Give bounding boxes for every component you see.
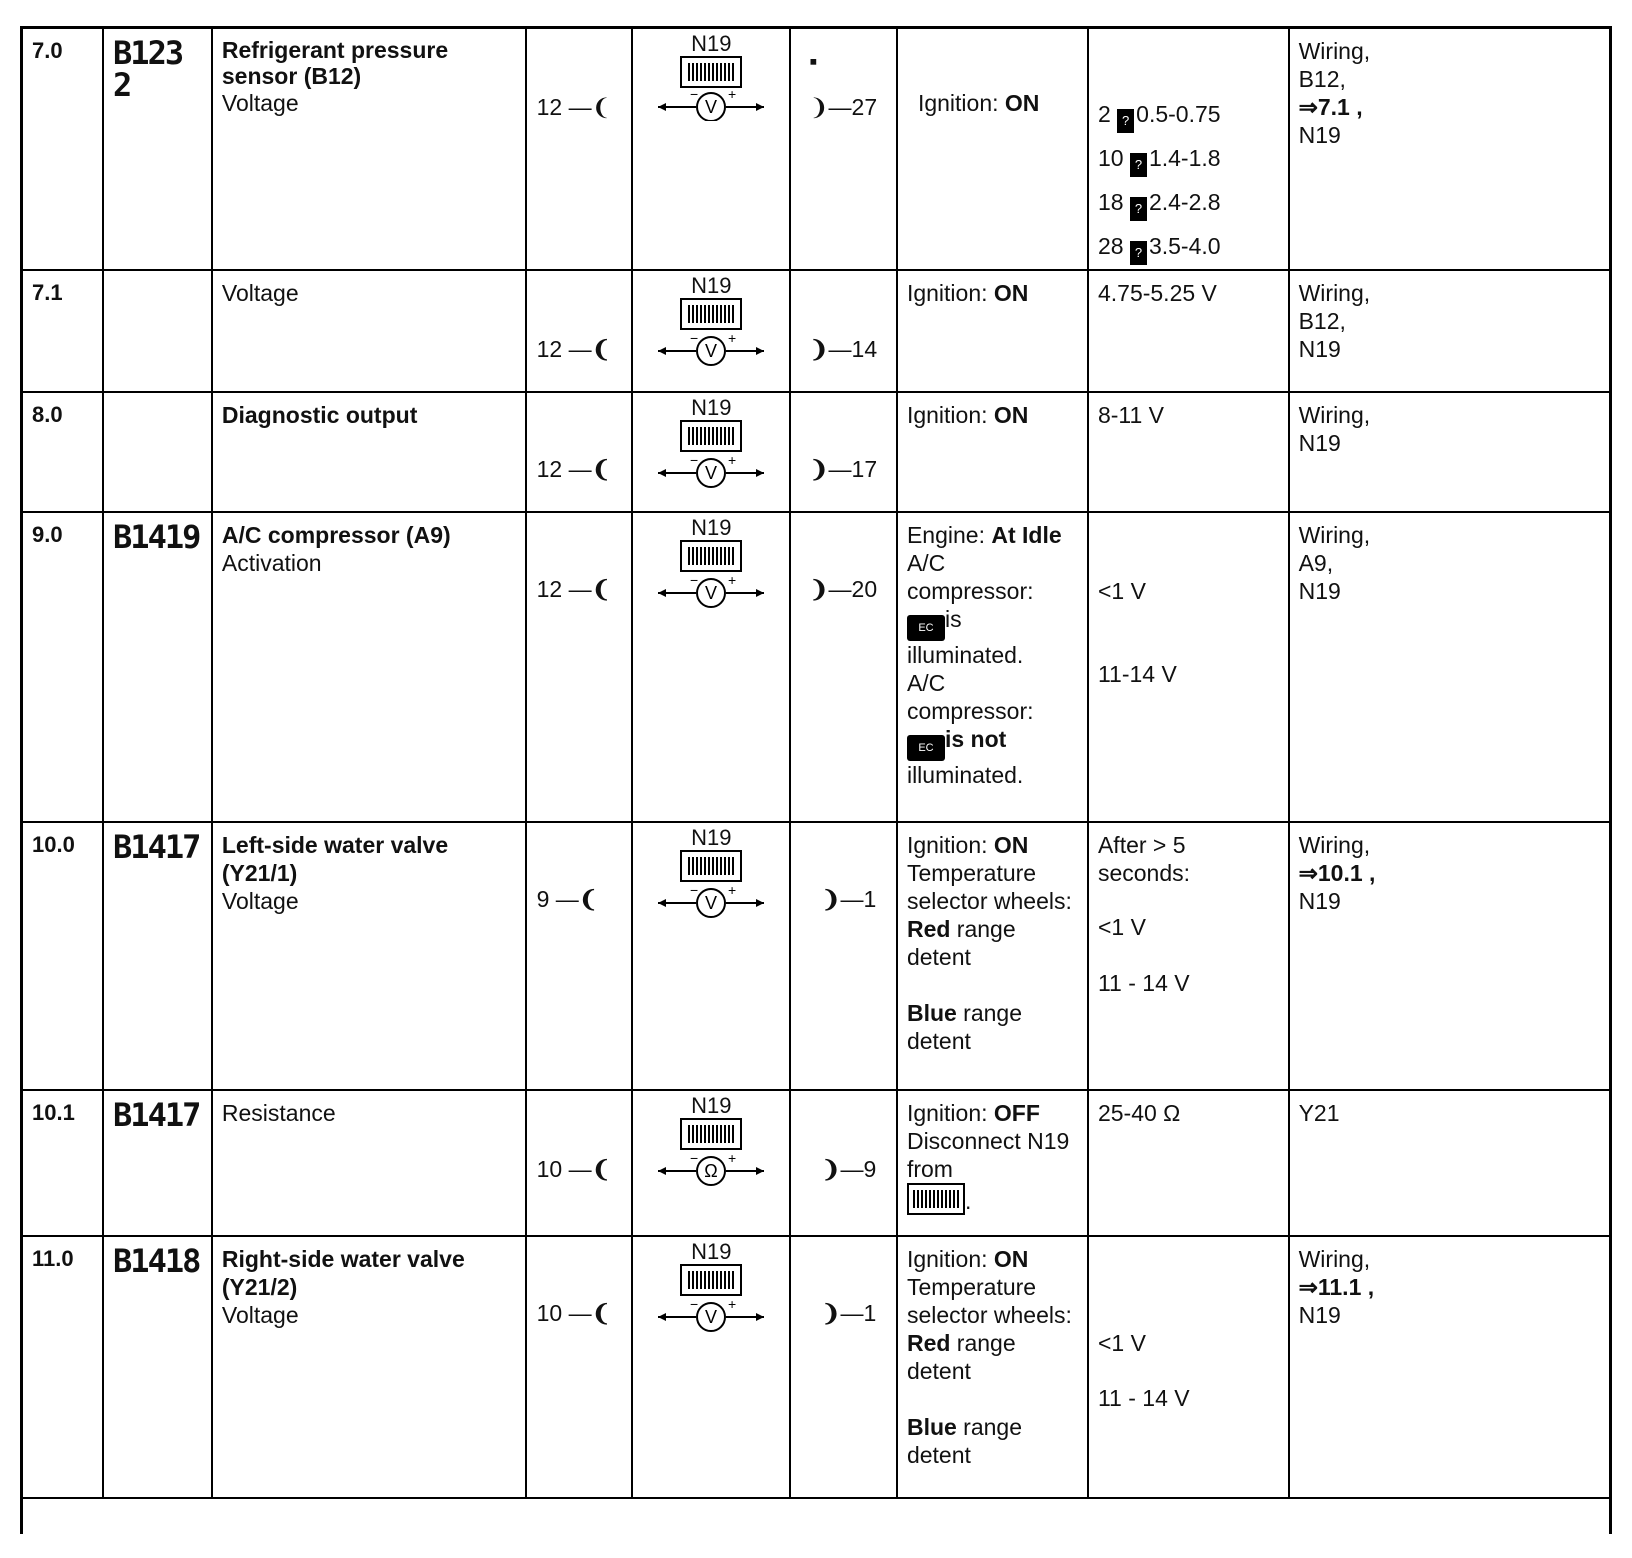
pin-right-number: 27 [851,94,878,120]
condition-bold: At Idle [991,522,1062,548]
step-number: 10.1 [23,1090,103,1236]
condition-text: illuminated. [906,642,1024,668]
value-range: 11 - 14 V [1097,970,1190,996]
pin-left-number: 12 [536,576,563,602]
meter-cell [632,29,790,270]
pin-right-number: 14 [851,336,878,362]
pin-right-cell: ❩—1 [790,822,897,1090]
svg-text:−: − [690,1150,699,1166]
pin-left-number: 12 [536,456,563,482]
voltmeter-icon [656,849,766,919]
plug-icon: ❨ [591,456,611,482]
component-sub: Voltage [221,1302,299,1328]
meter-label: N19 [691,1239,732,1264]
table-row [23,512,1612,822]
value-range: 11-14 V [1097,661,1177,687]
meter-symbol: V [705,583,718,603]
condition-text: Engine: [906,522,992,548]
component-cell [212,1236,526,1498]
meter-cell [632,512,790,822]
component-sub: Voltage [221,280,299,306]
values-cell [1088,29,1289,270]
fault-code: B1417 [103,1090,212,1236]
plug-icon: ❨ [591,576,611,602]
value-range: 0.5-0.75 [1136,101,1221,127]
table-row [23,1236,1612,1498]
svg-text:+: + [728,1296,737,1312]
meter-cell [632,1236,790,1498]
reference-link[interactable]: ⇒7.1 , [1298,94,1363,120]
meter-label: N19 [691,31,732,56]
svg-text:−: − [690,86,699,102]
reference-cell [1289,512,1612,822]
fault-code: B123 2 [103,29,212,270]
step-number: 7.0 [23,29,103,270]
values-cell [1088,1090,1289,1236]
reference-line: Wiring, [1298,832,1371,858]
svg-text:−: − [690,452,699,468]
condition-text: range detent [906,1414,1023,1468]
fault-code: B1419 [103,512,212,822]
pin-right-cell: ▪ ❩—27 [790,29,897,270]
reference-cell [1289,1090,1612,1236]
component-cell [212,1090,526,1236]
pin-left-number: 10 [536,1156,563,1182]
step-number: 8.0 [23,392,103,512]
condition-text: Temperature selector wheels: [906,1274,1072,1328]
condition-text: Temperature selector wheels: [906,860,1072,914]
condition-bold: OFF [993,1100,1040,1126]
unit-mark-icon: ? [1130,197,1147,221]
condition-bold: Blue [906,1000,957,1026]
ec-button-icon: EC [907,615,945,641]
pin-right-number: 1 [863,1300,877,1326]
svg-text:+: + [728,1150,737,1166]
step-number: 10.0 [23,822,103,1090]
component-cell [212,29,526,270]
diagnostic-table-sheet [20,26,1612,1534]
reference-line: N19 [1298,1302,1341,1328]
condition-bold: ON [1004,90,1040,116]
pin-left-cell: 12 —❨ [526,270,633,392]
reference-cell [1289,822,1612,1090]
component-sub: Activation [221,550,322,576]
values-cell [1088,392,1289,512]
reference-line: Wiring, [1298,38,1371,64]
pin-right-cell: ❩—20 [790,512,897,822]
component-sub: Resistance [221,1100,336,1126]
condition-cell [897,512,1088,822]
condition-text: Ignition: [906,1100,994,1126]
pin-right-number: 20 [851,576,878,602]
voltmeter-icon [656,297,766,367]
socket-icon: ❩ [809,576,829,602]
reference-cell [1289,29,1612,270]
pin-left-number: 12 [536,336,563,362]
step-number: 7.1 [23,270,103,392]
reference-line: Wiring, [1298,522,1371,548]
plug-icon: ❨ [591,1156,611,1182]
unit-mark-icon: ? [1117,109,1134,133]
condition-cell [897,1090,1088,1236]
condition-text: Disconnect N19 from [906,1128,1070,1182]
fault-code: B1418 [103,1236,212,1498]
meter-symbol: Ω [704,1161,719,1181]
step-number: 9.0 [23,512,103,822]
svg-text:+: + [728,452,737,468]
values-cell [1088,822,1289,1090]
pin-right-number: 1 [863,886,877,912]
values-cell [1088,512,1289,822]
pin-right-cell: ❩—9 [790,1090,897,1236]
pin-right-cell: ❩—14 [790,270,897,392]
fault-code [103,392,212,512]
value-note: After > 5 seconds: [1097,832,1191,886]
component-cell [212,270,526,392]
condition-text: range detent [906,916,1016,970]
reference-link[interactable]: ⇒11.1 , [1298,1274,1375,1300]
reference-line: B12, [1298,308,1346,334]
value-range: 1.4-1.8 [1148,145,1221,171]
pin-left-cell: 12 —❨ [526,392,633,512]
reference-line: Wiring, [1298,280,1371,306]
table-row [23,392,1612,512]
meter-symbol: V [705,97,718,117]
value-range: 3.5-4.0 [1148,233,1221,259]
condition-bold: ON [993,280,1029,306]
diagnostic-table [23,29,1612,1499]
pin-left-number: 9 [536,886,550,912]
socket-icon: ❩ [809,94,829,120]
ec-button-icon: EC [907,735,945,761]
condition-text: Ignition: [906,402,994,428]
voltmeter-icon [656,539,766,609]
table-row [23,270,1612,392]
meter-cell [632,1090,790,1236]
condition-text: . [964,1188,972,1214]
value-label: 10 [1097,145,1130,171]
table-row [23,29,1612,270]
socket-icon: ❩ [809,456,829,482]
pin-left-cell: 12 —❨ [526,29,633,270]
unit-mark-icon: ? [1130,153,1147,177]
meter-label: N19 [691,515,732,540]
condition-bold: Blue [906,1414,957,1440]
value-range: 2.4-2.8 [1148,189,1221,215]
voltmeter-icon [656,419,766,489]
reference-line: A9, [1298,550,1334,576]
reference-line: Y21 [1298,1100,1340,1126]
plug-icon: ❨ [591,94,611,120]
ohmmeter-icon [656,1117,766,1187]
reference-line: N19 [1298,430,1341,456]
component-title: A/C compressor (A9) [221,522,451,548]
pin-right-number: 17 [851,456,878,482]
reference-cell [1289,1236,1612,1498]
reference-line: B12, [1298,66,1346,92]
pin-left-cell: 12 —❨ [526,512,633,822]
pin-right-cell: ❩—17 [790,392,897,512]
fault-code: B1417 [103,822,212,1090]
reference-cell [1289,270,1612,392]
condition-bold: ON [993,402,1029,428]
condition-text: is [944,606,962,632]
svg-text:−: − [690,882,699,898]
condition-bold: ON [993,1246,1029,1272]
value-range: 4.75-5.25 V [1097,280,1217,306]
condition-text: A/C compressor: [906,550,1034,604]
pin-left-cell: 10 —❨ [526,1090,633,1236]
svg-text:+: + [728,882,737,898]
value-label: 28 [1097,233,1130,259]
pin-right-number: 9 [863,1156,877,1182]
component-sub: Voltage [221,888,299,914]
pin-left-number: 12 [536,94,563,120]
condition-cell [897,392,1088,512]
condition-text: A/C compressor: [906,670,1034,724]
meter-label: N19 [691,395,732,420]
condition-bold: Red [906,1330,951,1356]
pin-left-number: 10 [536,1300,563,1326]
condition-text: Ignition: [917,90,1005,116]
socket-icon: ❩ [809,336,829,362]
condition-bold: ON [993,832,1029,858]
values-cell [1088,270,1289,392]
value-label: 18 [1097,189,1130,215]
condition-text: range detent [906,1000,1023,1054]
voltmeter-icon [656,1263,766,1333]
condition-text: Ignition: [906,832,994,858]
reference-link[interactable]: ⇒10.1 , [1298,860,1376,886]
reference-line: Wiring, [1298,1246,1371,1272]
step-number: 11.0 [23,1236,103,1498]
plug-icon: ❨ [591,1300,611,1326]
svg-text:+: + [728,330,737,346]
meter-symbol: V [705,463,718,483]
meter-cell [632,822,790,1090]
reference-line: N19 [1298,336,1341,362]
condition-bold: Red [906,916,951,942]
table-row [23,822,1612,1090]
svg-text:−: − [690,572,699,588]
socket-icon: ❩ [821,1156,841,1182]
condition-cell [897,270,1088,392]
reference-line: N19 [1298,578,1341,604]
pin-right-cell: ❩—1 [790,1236,897,1498]
fault-code [103,270,212,392]
reference-cell [1289,392,1612,512]
component-title: Diagnostic output [221,402,418,428]
reference-line: N19 [1298,888,1341,914]
meter-label: N19 [691,273,732,298]
values-cell [1088,1236,1289,1498]
reference-line: Wiring, [1298,402,1371,428]
condition-text: range detent [906,1330,1016,1384]
voltmeter-icon [656,55,766,121]
condition-text: Ignition: [906,280,994,306]
component-title: Refrigerant pressure sensor (B12) [221,37,449,89]
value-range: <1 V [1097,914,1146,940]
table-row [23,1090,1612,1236]
component-title: Right-side water valve (Y21/2) [221,1246,465,1300]
condition-cell [897,1236,1088,1498]
svg-text:+: + [728,86,737,102]
meter-symbol: V [705,1307,718,1327]
socket-icon: ❩ [821,886,841,912]
value-range: 8-11 V [1097,402,1165,428]
component-cell [212,822,526,1090]
socket-icon: ❩ [821,1300,841,1326]
component-cell [212,512,526,822]
value-range: <1 V [1097,1330,1146,1356]
component-sub: Voltage [221,90,299,116]
unit-mark-icon: ? [1130,241,1147,265]
condition-cell [897,29,1088,270]
plug-icon: ❨ [591,336,611,362]
value-range: 11 - 14 V [1097,1385,1190,1411]
meter-symbol: V [705,893,718,913]
meter-symbol: V [705,341,718,361]
condition-text: Ignition: [906,1246,994,1272]
pin-left-cell: 10 —❨ [526,1236,633,1498]
condition-cell [897,822,1088,1090]
svg-text:+: + [728,572,737,588]
plug-icon: ❨ [578,886,599,912]
meter-cell [632,270,790,392]
component-cell [212,392,526,512]
value-range: <1 V [1097,578,1146,604]
value-range: 25-40 Ω [1097,1100,1181,1126]
component-title: Left-side water valve (Y21/1) [221,832,449,886]
meter-cell [632,392,790,512]
svg-text:−: − [690,330,699,346]
connector-icon [907,1183,965,1215]
reference-line: N19 [1298,122,1341,148]
meter-label: N19 [691,825,732,850]
value-label: 2 [1097,101,1118,127]
condition-bold: is not [944,726,1007,752]
condition-text: illuminated. [906,762,1024,788]
svg-text:−: − [690,1296,699,1312]
meter-label: N19 [691,1093,732,1118]
pin-left-cell: 9 —❨ [526,822,633,1090]
